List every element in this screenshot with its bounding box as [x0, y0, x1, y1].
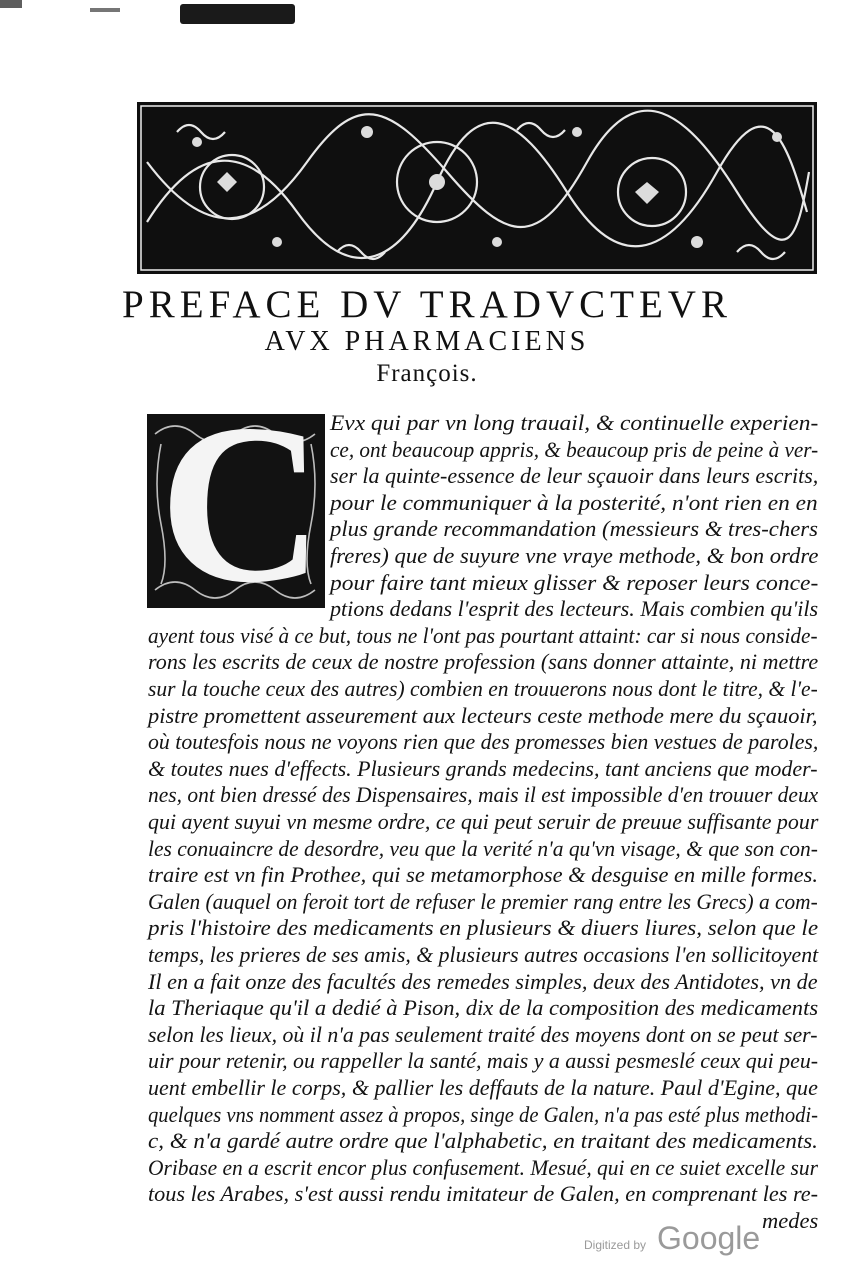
- body-line: nes, ont bien dressé des Dispensaires, mais il est impossible d'en trouuer deux: [148, 782, 819, 808]
- body-line: c, & n'a gardé autre ordre que l'alphabetic, en traitant des medicaments.: [148, 1128, 818, 1154]
- body-line: freres) que de suyure vne vraye methode, & bon ordre: [330, 543, 819, 568]
- body-line: Il en a fait onze des facultés des remedes simples, deux des Antidotes, vn de: [148, 968, 818, 994]
- body-line: qui ayent suyui vn mesme ordre, ce qui peut seruir de preuue suffisante pour: [148, 809, 819, 834]
- body-line: selon les lieux, où il n'a pas seulement traité des moyens dont on se peut ser-: [148, 1021, 818, 1047]
- headpiece-ornament-graphic: [137, 102, 817, 274]
- body-line: Galen (auquel on feroit tort de refuser le premier rang entre les Grecs) a com-: [148, 888, 818, 914]
- body-line: ce, ont beaucoup appris, & beaucoup pris de peine à ver-: [330, 436, 819, 462]
- decorated-initial: [147, 414, 325, 608]
- watermark-brand: Google: [657, 1220, 761, 1256]
- title-line-2: AVX PHARMACIENS: [264, 326, 590, 357]
- watermark-prefix: Digitized by: [584, 1238, 647, 1252]
- body-line: pris l'histoire des medicaments en plusieurs & diuers liures, selon que le: [148, 915, 819, 941]
- scan-smudge-top-left: [90, 8, 120, 12]
- body-line: pistre promettent asseurement aux lecteurs ceste methode mere du sçauoir,: [148, 702, 818, 728]
- title-line-1: PREFACE DV TRADVCTEVR: [122, 283, 732, 326]
- body-line: ayent tous visé à ce but, tous ne l'ont pas pourtant attaint: car si nous conside-: [148, 622, 818, 648]
- body-line: rons les escrits de ceux de nostre profession (sans donner attainte, ni mettre: [148, 649, 819, 675]
- body-line: la Theriaque qu'il a dedié à Pison, dix de la composition des medicaments: [148, 995, 819, 1021]
- body-line: & toutes nues d'effects. Plusieurs grands medecins, tant anciens que moder-: [148, 755, 818, 781]
- ornamental-headpiece: [137, 102, 817, 274]
- body-line: Evx qui par vn long trauail, & continuelle experien-: [330, 410, 819, 435]
- dropcap-letter: C: [159, 414, 324, 608]
- body-line: sur la touche ceux des autres) combien en trouuerons nous dont le titre, & l'e-: [148, 676, 818, 701]
- body-line: uir pour retenir, ou rappeller la santé, mais y a aussi pesmeslé ceux qui peu-: [148, 1048, 819, 1074]
- body-line: temps, les prieres de ses amis, & plusieurs autres occasions l'en sollicitoyent: [148, 942, 819, 967]
- body-line: quelques vns nomment assez à propos, singe de Galen, n'a pas esté plus methodi-: [148, 1101, 819, 1127]
- title-line-3: François.: [376, 360, 478, 387]
- body-line: plus grande recommandation (messieurs & tres-chers: [330, 516, 818, 542]
- scan-smudge-top: [180, 4, 295, 24]
- body-line: uent embellir le corps, & pallier les deffauts de la nature. Paul d'Egine, que: [148, 1075, 818, 1100]
- body-line: les conuaincre de desordre, veu que la verité n'a qu'vn visage, & que son con-: [148, 835, 818, 861]
- body-line: traire est vn fin Prothee, qui se metamorphose & desguise en mille formes.: [148, 862, 818, 888]
- body-line: medes: [762, 1208, 819, 1233]
- body-line: pour faire tant mieux glisser & reposer leurs conce-: [330, 569, 819, 595]
- body-line: ser la quinte-essence de leur sçauoir dans leurs escrits,: [330, 463, 819, 489]
- body-line: ptions dedans l'esprit des lecteurs. Mais combien qu'ils: [330, 596, 819, 622]
- body-line: pour le communiquer à la posterité, n'ont rien en en: [330, 489, 818, 515]
- scan-smudge-corner: [0, 0, 22, 8]
- body-line: où toutesfois nous ne voyons rien que des promesses bien vestues de paroles,: [148, 729, 819, 755]
- body-line: Oribase en a escrit encor plus confusement. Mesué, qui en ce suiet excelle sur: [148, 1154, 818, 1180]
- digitized-watermark: [584, 1220, 774, 1270]
- body-line: tous les Arabes, s'est aussi rendu imitateur de Galen, en comprenant les re-: [148, 1181, 819, 1207]
